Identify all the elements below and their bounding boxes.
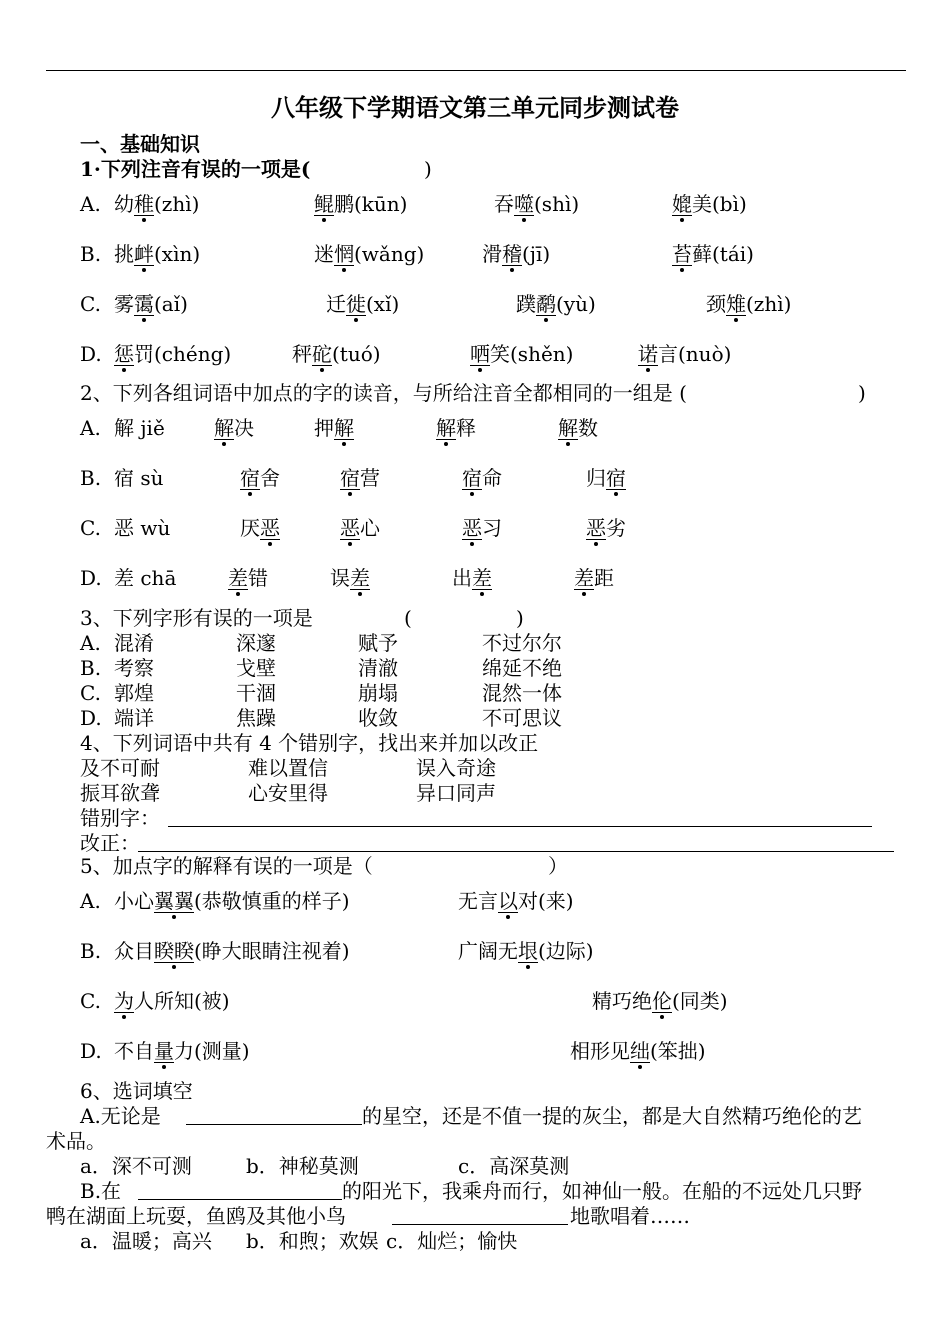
dotted-char: 恶: [462, 516, 482, 540]
q3-option-word: 收敛: [358, 706, 398, 730]
q3-option-label: B.: [80, 656, 102, 680]
plain-text: 营: [360, 466, 380, 490]
q6-a-option: b．神秘莫测: [246, 1154, 359, 1178]
plain-text: 迷: [314, 242, 334, 266]
dotted-char: 惩: [114, 342, 134, 366]
plain-text: 不自: [114, 1039, 154, 1063]
q1-option-item: [672, 192, 747, 216]
plain-text: 人所知(被): [134, 989, 230, 1013]
q1-option-item: [516, 292, 596, 316]
plain-text: (边际): [538, 939, 594, 963]
plain-text: 出: [452, 566, 472, 590]
q1-option-item: [672, 242, 754, 266]
q6-b-prefix: B.在: [80, 1179, 122, 1203]
plain-text: (zhì): [746, 292, 792, 316]
dotted-char: 垠: [518, 939, 538, 963]
plain-text: (tuó): [332, 342, 381, 366]
dotted-char: 噬: [514, 192, 534, 216]
q2-option-item: [240, 466, 280, 490]
q6-a-continuation: 术品。: [46, 1129, 106, 1153]
q1-option-item: [494, 192, 579, 216]
q2-option-reading: 解 jiě: [114, 416, 165, 440]
q3-option-word: 端详: [114, 706, 154, 730]
q2-close-paren: ): [858, 381, 866, 405]
q2-option-item: [462, 466, 502, 490]
q3-option-word: 赋予: [358, 631, 398, 655]
plain-text: 笑(shěn): [490, 342, 574, 366]
q6-a-blank[interactable]: [186, 1124, 362, 1125]
dotted-char: 稚: [134, 192, 154, 216]
q5-option-label: B.: [80, 939, 102, 963]
plain-text: (zhì): [154, 192, 200, 216]
q2-option-item: [314, 416, 354, 440]
dotted-char: 鹬: [536, 292, 556, 316]
dotted-char: 以: [498, 889, 518, 913]
dotted-char: 宿: [606, 466, 626, 490]
q6-b-option: b．和煦；欢娱: [246, 1229, 379, 1253]
q2-option-label: D.: [80, 566, 102, 590]
q1-option-item: [114, 342, 231, 366]
q4-wrong-label: 错别字：: [80, 806, 160, 830]
top-rule: [46, 70, 906, 71]
dotted-char: 绌: [630, 1039, 650, 1063]
plain-text: 美(bì): [692, 192, 747, 216]
q3-option-word: 戈壁: [236, 656, 276, 680]
q3-option-word: 考察: [114, 656, 154, 680]
dotted-char: 差: [228, 566, 248, 590]
q2-option-item: [340, 466, 380, 490]
q2-option-reading: 恶 wù: [114, 516, 171, 540]
q5-option-right: [570, 1039, 706, 1063]
plain-text: 藓(tái): [692, 242, 754, 266]
plain-text: 迁: [326, 292, 346, 316]
q2-option-item: [228, 566, 268, 590]
plain-text: 蹼: [516, 292, 536, 316]
plain-text: 广阔无: [458, 939, 518, 963]
dotted-char: 雉: [726, 292, 746, 316]
q3-stem: 3、下列字形有误的一项是: [80, 606, 313, 630]
q3-option-word: 崩塌: [358, 681, 398, 705]
dotted-char: 惘: [334, 242, 354, 266]
dotted-char: 差: [350, 566, 370, 590]
plain-text: 罚(chéng): [134, 342, 232, 366]
dotted-char: 恶: [340, 516, 360, 540]
q4-word: 及不可耐: [80, 756, 160, 780]
q2-option-item: [574, 566, 614, 590]
q1-option-label: D.: [80, 342, 102, 366]
q2-option-item: [452, 566, 492, 590]
dotted-char: 宿: [240, 466, 260, 490]
q6-b-continuation-end: 地歌唱着……: [570, 1204, 690, 1228]
dotted-char: 解: [436, 416, 456, 440]
q3-option-word: 干涸: [236, 681, 276, 705]
plain-text: 吞: [494, 192, 514, 216]
q2-option-item: [436, 416, 476, 440]
plain-text: (恭敬慎重的样子): [194, 889, 350, 913]
plain-text: (同类): [672, 989, 728, 1013]
section-heading: 一、基础知识: [80, 132, 200, 156]
q4-stem: 4、下列词语中共有 4 个错别字，找出来并加以改正: [80, 731, 539, 755]
q2-option-item: [586, 466, 626, 490]
plain-text: 秤: [292, 342, 312, 366]
plain-text: (wǎng): [354, 242, 425, 266]
q1-option-label: C.: [80, 292, 101, 316]
q3-option-word: 混然一体: [482, 681, 562, 705]
dotted-char: 解: [558, 416, 578, 440]
dotted-char: 宿: [462, 466, 482, 490]
q6-b-option: c．灿烂；愉快: [386, 1229, 518, 1253]
q1-option-item: [638, 342, 731, 366]
q1-option-item: [114, 242, 200, 266]
plain-text: (jī): [522, 242, 551, 266]
plain-text: (笨拙): [650, 1039, 706, 1063]
dotted-char: 徙: [346, 292, 366, 316]
q4-word: 难以置信: [248, 756, 328, 780]
q3-option-word: 清澈: [358, 656, 398, 680]
q2-option-reading: 差 chā: [114, 566, 177, 590]
plain-text: (shì): [534, 192, 580, 216]
q3-option-word: 不过尔尔: [482, 631, 562, 655]
q1-option-item: [114, 192, 199, 216]
q2-option-label: C.: [80, 516, 101, 540]
plain-text: (睁大眼睛注视着): [194, 939, 350, 963]
q2-option-item: [558, 416, 598, 440]
plain-text: (xǐ): [366, 292, 400, 316]
q1-option-item: [706, 292, 791, 316]
q2-option-item: [586, 516, 626, 540]
plain-text: 鹏(kūn): [334, 192, 408, 216]
dotted-char: 诺: [638, 342, 658, 366]
q3-option-label: C.: [80, 681, 101, 705]
q5-close-paren: ）: [548, 854, 568, 878]
q4-fix-answer-line[interactable]: [138, 851, 894, 852]
dotted-char: 解: [214, 416, 234, 440]
q3-option-word: 不可思议: [482, 706, 562, 730]
plain-text: 无言: [458, 889, 498, 913]
plain-text: 距: [594, 566, 614, 590]
q5-option-label: C.: [80, 989, 101, 1013]
plain-text: 归: [586, 466, 606, 490]
q6-a-option: a．深不可测: [80, 1154, 192, 1178]
q1-option-item: [326, 292, 399, 316]
q1-option-item: [470, 342, 573, 366]
plain-text: 雾: [114, 292, 134, 316]
plain-text: 心: [360, 516, 380, 540]
q5-option-right: [458, 939, 594, 963]
dotted-char: 稽: [502, 242, 522, 266]
q3-option-label: A.: [80, 631, 101, 655]
plain-text: 数: [578, 416, 598, 440]
q1-close-paren: ): [424, 157, 432, 181]
q3-close-paren: ): [516, 606, 524, 630]
q1-option-item: [314, 242, 424, 266]
q3-option-word: 混淆: [114, 631, 154, 655]
dotted-char: 睽睽: [154, 939, 194, 963]
q5-option-label: D.: [80, 1039, 102, 1063]
dotted-char: 为: [114, 989, 134, 1013]
q2-option-item: [340, 516, 380, 540]
q5-option-right: [458, 889, 574, 913]
q5-stem: 5、加点字的解释有误的一项是（: [80, 854, 373, 878]
q2-option-item: [330, 566, 370, 590]
plain-text: 厌: [240, 516, 260, 540]
q4-word: 异口同声: [416, 781, 496, 805]
q1-option-item: [314, 192, 408, 216]
q4-fix-label: 改正：: [80, 831, 140, 855]
q5-option-left: [114, 989, 230, 1013]
plain-text: 力(测量): [174, 1039, 250, 1063]
plain-text: 滑: [482, 242, 502, 266]
q2-option-reading: 宿 sù: [114, 466, 164, 490]
plain-text: 命: [482, 466, 502, 490]
dotted-char: 量: [154, 1039, 174, 1063]
plain-text: 决: [234, 416, 254, 440]
plain-text: 舍: [260, 466, 280, 490]
q6-a-prefix: A.无论是: [80, 1104, 161, 1128]
plain-text: 相形见: [570, 1039, 630, 1063]
plain-text: 劣: [606, 516, 626, 540]
dotted-char: 砣: [312, 342, 332, 366]
dotted-char: 霭: [134, 292, 154, 316]
q3-option-word: 深邃: [236, 631, 276, 655]
q1-option-item: [482, 242, 550, 266]
plain-text: 押: [314, 416, 334, 440]
q5-option-left: [114, 939, 350, 963]
dotted-char: 解: [334, 416, 354, 440]
q4-word: 误入奇途: [416, 756, 496, 780]
q3-option-word: 绵延不绝: [482, 656, 562, 680]
dotted-char: 媲: [672, 192, 692, 216]
q2-option-label: B.: [80, 466, 102, 490]
q6-b-continuation: 鸭在湖面上玩耍，鱼鸥及其他小鸟: [46, 1204, 346, 1228]
plain-text: 释: [456, 416, 476, 440]
q5-option-label: A.: [80, 889, 101, 913]
q6-a-option: c．高深莫测: [458, 1154, 570, 1178]
plain-text: 幼: [114, 192, 134, 216]
q2-option-item: [240, 516, 280, 540]
plain-text: 错: [248, 566, 268, 590]
plain-text: 颈: [706, 292, 726, 316]
plain-text: 小心: [114, 889, 154, 913]
dotted-char: 差: [574, 566, 594, 590]
dotted-char: 伦: [652, 989, 672, 1013]
q6-b-blank[interactable]: [138, 1199, 342, 1200]
dotted-char: 苔: [672, 242, 692, 266]
dotted-char: 鲲: [314, 192, 334, 216]
q1-option-item: [292, 342, 381, 366]
plain-text: 精巧绝: [592, 989, 652, 1013]
dotted-char: 翼翼: [154, 889, 194, 913]
dotted-char: 哂: [470, 342, 490, 366]
page-title: 八年级下学期语文第三单元同步测试卷: [271, 93, 679, 122]
q6-stem: 6、选词填空: [80, 1079, 193, 1103]
plain-text: 言(nuò): [658, 342, 732, 366]
plain-text: 误: [330, 566, 350, 590]
q6-b-option: a．温暖；高兴: [80, 1229, 212, 1253]
q4-wrong-answer-line[interactable]: [168, 826, 872, 827]
plain-text: 众目: [114, 939, 154, 963]
q5-option-right: [592, 989, 728, 1013]
q6-b-suffix: 的阳光下，我乘舟而行，如神仙一般。在船的不远处几只野: [342, 1179, 862, 1203]
dotted-char: 差: [472, 566, 492, 590]
q1-stem: 1·下列注音有误的一项是(: [80, 157, 311, 181]
q2-stem: 2、下列各组词语中加点的字的读音，与所给注音全都相同的一组是 (: [80, 381, 687, 405]
q2-option-label: A.: [80, 416, 101, 440]
q2-option-item: [214, 416, 254, 440]
plain-text: 对(来): [518, 889, 574, 913]
q3-option-word: 焦躁: [236, 706, 276, 730]
q4-word: 振耳欲聋: [80, 781, 160, 805]
q1-option-label: A.: [80, 192, 101, 216]
q5-option-left: [114, 889, 350, 913]
q3-option-word: 郭煌: [114, 681, 154, 705]
plain-text: (aǐ): [154, 292, 188, 316]
dotted-char: 恶: [586, 516, 606, 540]
q5-option-left: [114, 1039, 250, 1063]
dotted-char: 恶: [260, 516, 280, 540]
plain-text: 习: [482, 516, 502, 540]
q2-option-item: [462, 516, 502, 540]
plain-text: 挑: [114, 242, 134, 266]
dotted-char: 衅: [134, 242, 154, 266]
plain-text: (xìn): [154, 242, 201, 266]
q6-a-suffix: 的星空，还是不值一提的灰尘，都是大自然精巧绝伦的艺: [362, 1104, 862, 1128]
q4-word: 心安里得: [248, 781, 328, 805]
dotted-char: 宿: [340, 466, 360, 490]
q6-b-blank-2[interactable]: [392, 1224, 568, 1225]
q3-open-paren: (: [404, 606, 412, 630]
plain-text: (yù): [556, 292, 596, 316]
q3-option-label: D.: [80, 706, 102, 730]
q1-option-label: B.: [80, 242, 102, 266]
q1-option-item: [114, 292, 188, 316]
